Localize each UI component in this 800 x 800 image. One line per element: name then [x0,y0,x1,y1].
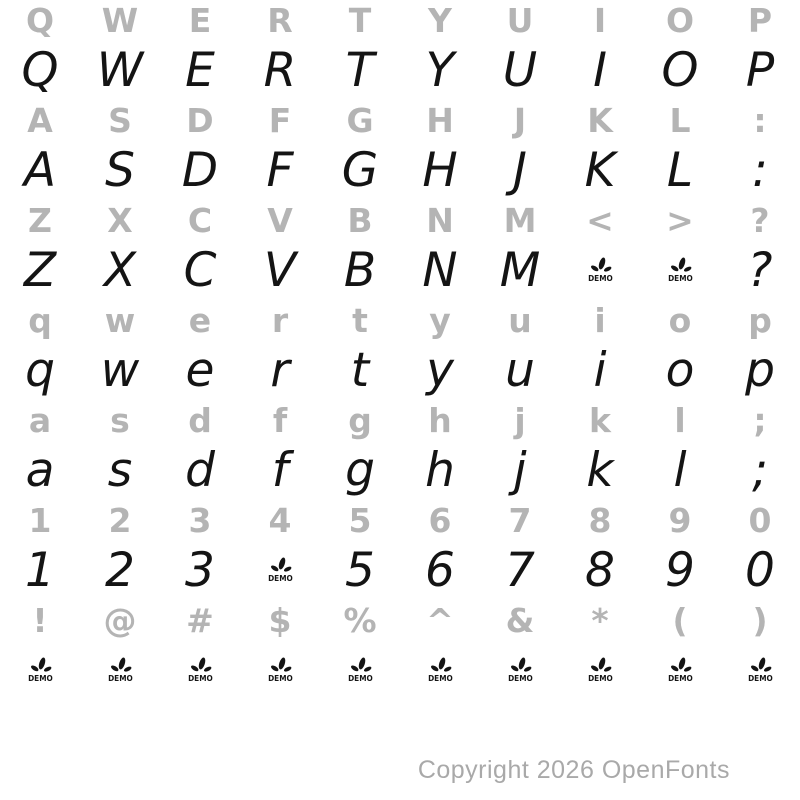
reference-glyph-row [0,300,800,340]
demo-ornament-icon [107,657,133,674]
glyph-cell: w [104,300,136,340]
glyph-cell: k [586,442,614,498]
glyph-cell: F [266,142,294,198]
glyph-cell: W [96,42,144,98]
reference-glyph-row [0,400,800,440]
demo-placeholder-cell [80,640,160,700]
glyph-cell: C [183,242,217,298]
demo-placeholder-cell [400,640,480,700]
glyph-cell: I [593,0,607,40]
glyph-cell: M [503,200,537,240]
glyph-cell: j [514,400,526,440]
demo-placeholder-cell [320,640,400,700]
demo-glyph [587,257,614,283]
specimen-glyph-row [0,340,800,400]
glyph-cell: s [107,442,133,498]
glyph-cell: < [586,200,614,240]
glyph-cell: a [28,400,52,440]
glyph-cell: 6 [425,542,455,598]
glyph-cell: X [103,242,137,298]
demo-label: DEMO [747,674,773,683]
glyph-cell: C [187,200,213,240]
glyph-cell: ; [752,442,768,498]
glyph-cell: 8 [585,542,615,598]
glyph-cell: e [185,342,215,398]
glyph-cell: I [593,42,607,98]
glyph-cell: Y [428,0,452,40]
glyph-cell: j [513,442,527,498]
demo-ornament-icon [187,657,213,674]
demo-ornament-icon [347,657,373,674]
glyph-cell: $ [268,600,292,640]
specimen-glyph-row [0,140,800,200]
glyph-cell: ! [32,600,48,640]
demo-label: DEMO [667,674,693,683]
glyph-cell: : [752,142,768,198]
demo-placeholder-cell [480,640,560,700]
demo-ornament-icon [267,557,293,574]
glyph-cell: T [348,0,372,40]
demo-glyph [107,657,134,683]
glyph-cell: E [188,0,212,40]
demo-label: DEMO [427,674,453,683]
demo-label: DEMO [267,574,293,583]
glyph-cell: u [505,342,535,398]
demo-label: DEMO [587,274,613,283]
glyph-cell: 9 [665,542,695,598]
demo-glyph [667,657,694,683]
glyph-cell: 0 [748,500,772,540]
glyph-cell: # [186,600,214,640]
reference-glyph-row [0,0,800,40]
demo-label: DEMO [347,674,373,683]
glyph-cell: A [23,142,57,198]
glyph-cell: N [422,242,458,298]
glyph-cell: M [499,242,541,298]
demo-glyph [27,657,54,683]
glyph-cell: @ [103,600,137,640]
demo-placeholder-cell [640,240,720,300]
glyph-cell: 8 [588,500,612,540]
demo-glyph [267,657,294,683]
demo-label: DEMO [667,274,693,283]
demo-glyph [267,557,294,583]
glyph-cell: ? [750,200,770,240]
demo-placeholder-cell [560,240,640,300]
demo-glyph [747,657,774,683]
glyph-cell: k [589,400,611,440]
reference-glyph-row [0,600,800,640]
glyph-cell: w [100,342,140,398]
glyph-cell: N [426,200,454,240]
demo-label: DEMO [267,674,293,683]
glyph-cell: q [25,342,55,398]
glyph-cell: D [186,100,214,140]
glyph-cell: J [513,100,527,140]
glyph-cell: 4 [268,500,292,540]
glyph-cell: y [426,342,454,398]
glyph-cell: l [674,400,686,440]
glyph-cell: h [425,442,455,498]
glyph-cell: H [426,100,454,140]
glyph-cell: V [267,200,293,240]
glyph-cell: p [745,342,775,398]
glyph-cell: f [272,400,288,440]
demo-ornament-icon [507,657,533,674]
demo-ornament-icon [267,657,293,674]
demo-ornament-icon [27,657,53,674]
demo-ornament-icon [747,657,773,674]
glyph-cell: A [27,100,53,140]
glyph-cell: G [346,100,374,140]
specimen-glyph-row [0,640,800,700]
glyph-cell: L [669,100,691,140]
glyph-cell: H [422,142,458,198]
glyph-cell: i [593,342,607,398]
glyph-cell: d [188,400,212,440]
glyph-cell: : [753,100,767,140]
demo-ornament-icon [427,657,453,674]
glyph-cell: 5 [345,542,375,598]
glyph-cell: ) [752,600,768,640]
demo-glyph [187,657,214,683]
glyph-cell: ^ [426,600,454,640]
glyph-cell: K [587,100,613,140]
glyph-cell: r [270,342,290,398]
demo-placeholder-cell [720,640,800,700]
demo-label: DEMO [507,674,533,683]
glyph-cell: J [513,142,527,198]
glyph-cell: 2 [108,500,132,540]
glyph-cell: Y [425,42,455,98]
demo-glyph [427,657,454,683]
glyph-cell: ? [747,242,773,298]
demo-placeholder-cell [640,640,720,700]
reference-glyph-row [0,200,800,240]
glyph-cell: Z [23,242,57,298]
glyph-cell: G [341,142,379,198]
glyph-cell: t [350,342,370,398]
demo-ornament-icon [667,257,693,274]
glyph-cell: ( [672,600,688,640]
glyph-cell: y [429,300,451,340]
demo-glyph [667,257,694,283]
glyph-cell: R [267,0,293,40]
glyph-cell: 3 [188,500,212,540]
glyph-cell: s [110,400,130,440]
glyph-cell: 2 [105,542,135,598]
reference-glyph-row [0,500,800,540]
glyph-cell: 9 [668,500,692,540]
glyph-cell: U [506,0,534,40]
glyph-cell: D [181,142,219,198]
glyph-cell: 7 [508,500,532,540]
glyph-cell: d [185,442,215,498]
glyph-cell: P [745,42,775,98]
reference-glyph-row [0,100,800,140]
demo-label: DEMO [107,674,133,683]
glyph-cell: & [505,600,535,640]
glyph-cell: > [666,200,694,240]
glyph-cell: g [348,400,372,440]
demo-ornament-icon [667,657,693,674]
demo-label: DEMO [187,674,213,683]
glyph-cell: t [352,300,368,340]
demo-placeholder-cell [560,640,640,700]
demo-label: DEMO [587,674,613,683]
glyph-cell: 5 [348,500,372,540]
glyph-cell: u [508,300,532,340]
glyph-cell: 3 [185,542,215,598]
glyph-cell: O [665,0,695,40]
glyph-cell: o [665,342,695,398]
glyph-cell: T [345,42,375,98]
glyph-cell: ; [753,400,767,440]
glyph-cell: X [107,200,133,240]
glyph-cell: Z [28,200,52,240]
glyph-cell: % [343,600,377,640]
glyph-cell: P [747,0,773,40]
specimen-glyph-row [0,40,800,100]
glyph-cell: 1 [28,500,52,540]
glyph-cell: B [347,200,373,240]
specimen-glyph-row [0,540,800,600]
glyph-cell: 0 [745,542,775,598]
glyph-cell: O [661,42,699,98]
demo-placeholder-cell [0,640,80,700]
demo-glyph [347,657,374,683]
glyph-cell: r [271,300,289,340]
glyph-cell: R [263,42,297,98]
glyph-cell: Q [25,0,55,40]
glyph-cell: F [268,100,292,140]
demo-placeholder-cell [160,640,240,700]
demo-glyph [507,657,534,683]
glyph-cell: o [668,300,692,340]
glyph-cell: 6 [428,500,452,540]
glyph-cell: h [428,400,452,440]
demo-glyph [587,657,614,683]
glyph-cell: Q [21,42,59,98]
glyph-cell: B [343,242,377,298]
glyph-cell: S [108,100,132,140]
glyph-cell: L [666,142,694,198]
glyph-cell: e [188,300,212,340]
demo-placeholder-cell [240,640,320,700]
demo-ornament-icon [587,657,613,674]
specimen-glyph-row [0,440,800,500]
glyph-cell: U [502,42,538,98]
glyph-cell: q [28,300,52,340]
glyph-cell: 1 [25,542,55,598]
glyph-cell: a [25,442,55,498]
demo-label: DEMO [27,674,53,683]
copyright-text: Copyright 2026 OpenFonts [417,756,730,784]
glyph-cell: g [345,442,375,498]
glyph-cell: E [185,42,215,98]
demo-placeholder-cell [240,540,320,600]
glyph-cell: * [591,600,609,640]
glyph-cell: V [263,242,297,298]
glyph-cell: l [673,442,687,498]
glyph-cell: 7 [505,542,535,598]
glyph-cell: W [101,0,139,40]
demo-ornament-icon [587,257,613,274]
glyph-cell: f [271,442,289,498]
glyph-cell: p [748,300,772,340]
glyph-cell: S [105,142,135,198]
specimen-glyph-row [0,240,800,300]
glyph-cell: i [594,300,606,340]
glyph-cell: K [584,142,616,198]
